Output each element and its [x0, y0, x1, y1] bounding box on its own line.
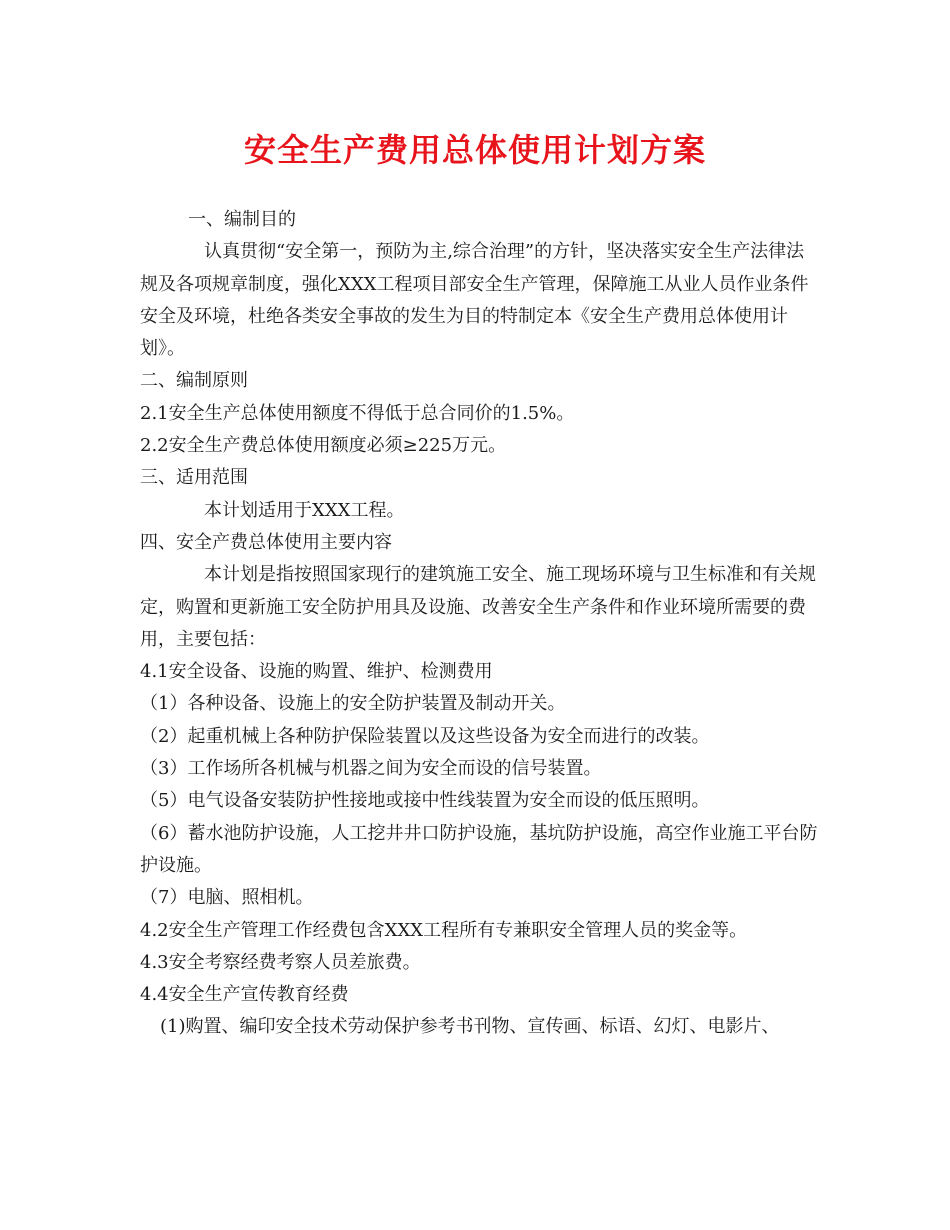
page-title: 安全生产费用总体使用计划方案 [243, 131, 706, 169]
paragraph: (1)购置、编印安全技术劳动保护参考书刊物、宣传画、标语、幻灯、电影片、 [160, 1016, 780, 1038]
paragraph: 一、编制目的 [188, 209, 296, 230]
document-body [140, 204, 820, 1044]
paragraph: （7）电脑、照相机。 [140, 887, 314, 909]
paragraph: （1）各种设备、设施上的安全防护装置及制动开关。 [140, 693, 566, 715]
paragraph: 4.3安全考察经费考察人员差旅费。 [140, 951, 421, 973]
paragraph: 4.1安全设备、设施的购置、维护、检测费用 [140, 661, 493, 683]
paragraph: （3）工作场所各机械与机器之间为安全而设的信号装置。 [140, 758, 602, 780]
paragraph: （2）起重机械上各种防护保险装置以及这些设备为安全而进行的改装。 [140, 725, 710, 747]
paragraph: 本计划是指按照国家现行的建筑施工安全、施工现场环境与卫生标准和有关规定，购置和更新施工安全防护用具及设施、改善安全生产条件和作业环境所需要的费用，主要包括： [140, 564, 816, 650]
paragraph: 4.2安全生产管理工作经费包含XXX工程所有专兼职安全管理人员的奖金等。 [140, 919, 748, 941]
paragraph: 4.4安全生产宣传教育经费 [140, 984, 349, 1006]
paragraph: 2.1安全生产总体使用额度不得低于总合同价的1.5%。 [140, 402, 575, 424]
paragraph: 三、适用范围 [140, 467, 248, 489]
paragraph: 二、编制原则 [140, 370, 248, 392]
paragraph: （5）电气设备安装防护性接地或接中性线装置为安全而设的低压照明。 [140, 790, 710, 812]
paragraph: 2.2安全生产费总体使用额度必须≥225万元。 [140, 435, 507, 457]
paragraph: 本计划适用于XXX工程。 [204, 499, 405, 521]
paragraph: 认真贯彻“安全第一，预防为主,综合治理”的方针，坚决落实安全生产法律法规及各项规章制度，强化XXX工程项目部安全生产管理，保障施工从业人员作业条件安全及环境，杜绝各类安全事故的发生为目的特制定本《安全生产费用总体使用计划》。 [140, 241, 809, 360]
paragraph: 四、安全产费总体使用主要内容 [140, 531, 392, 553]
paragraph: （6）蓄水池防护设施，人工挖井井口防护设施，基坑防护设施，高空作业施工平台防护设施。 [140, 822, 818, 876]
